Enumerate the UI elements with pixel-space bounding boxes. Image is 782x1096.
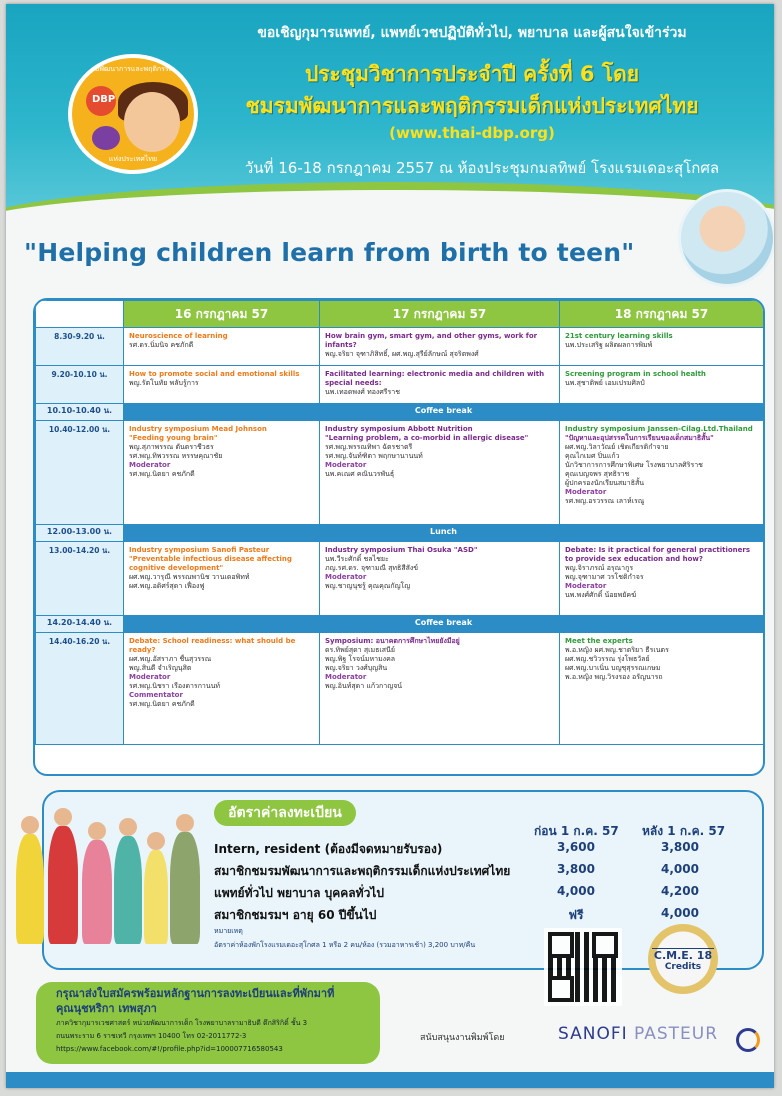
session-cell [320, 366, 560, 404]
session-cell [560, 542, 764, 616]
speaker: พญ.จริยา วงศ์บุญสิน [325, 664, 388, 672]
col-before-header: ก่อน 1 ก.ค. 57 [534, 824, 619, 838]
child-head [119, 818, 137, 836]
moderator: รศ.พญ.นิชรา เรืองดารกานนท์ [129, 682, 221, 690]
speaker: พ.อ.หญิง พญ.วิรงรอง อรัญนารถ [565, 673, 663, 681]
day-header: 18 กรกฎาคม 57 [560, 301, 764, 328]
fee-after: 4,000 [661, 906, 699, 920]
children-photo [14, 806, 204, 944]
session-title: Facilitated learning: electronic media and children with special needs: [325, 370, 545, 387]
qr-corner [548, 976, 574, 1002]
schedule-row [36, 366, 764, 404]
child-head [176, 814, 194, 832]
day-header: 17 กรกฎาคม 57 [320, 301, 560, 328]
speaker: นพ.วีระศักดิ์ ชลไชยะ [325, 555, 389, 563]
schedule-table [33, 298, 765, 776]
session-title: Industry symposium Thai Osuka "ASD" [325, 546, 478, 554]
child-head [147, 832, 165, 850]
qr-code-icon[interactable] [544, 928, 622, 1006]
event-title-line2: ชมรมพัฒนาการและพฤติกรรมเด็กแห่งประเทศไทย [245, 94, 699, 118]
break-label: Coffee break [124, 404, 764, 421]
session-cell [560, 366, 764, 404]
speaker: ผศ.พญ.วารุณี พรรณพานิช วานเดอพิทท์ [129, 573, 250, 581]
session-title: How brain gym, smart gym, and other gyms, work for infants? [325, 332, 538, 349]
session-title: 21st century learning skills [565, 332, 673, 340]
child-face-icon [124, 92, 180, 152]
moderator-label: Moderator [565, 582, 607, 590]
time-cell: 12.00-13.00 น. [36, 525, 124, 542]
fee-before: ฟรี [568, 908, 584, 922]
speaker: รศ.ดร.นิ่มนิจ คชภักดี [129, 341, 194, 349]
col-after-header: หลัง 1 ก.ค. 57 [642, 824, 726, 838]
session-title: Neuroscience of learning [129, 332, 228, 340]
contact-person: คุณนุชหริกา เทพสุภา [56, 1002, 157, 1015]
schedule-row [36, 328, 764, 366]
commentator: รศ.พญ.นิตยา คชภักดี [129, 700, 195, 708]
speaker: พญ.รัตโนทัย พลับรู้การ [129, 379, 199, 387]
time-cell: 10.10-10.40 น. [36, 404, 124, 421]
moderator: รศ.พญ.อรวรรณ เลาห์เรณู [565, 497, 645, 505]
fee-label: Intern, resident (ต้องมีจดหมายรับรอง) [214, 842, 443, 856]
fee-label: สมาชิกชมรมพัฒนาการและพฤติกรรมเด็กแห่งประเทศไทย [214, 864, 511, 878]
fees-title: อัตราค่าลงทะเบียน [214, 800, 356, 826]
fee-before: 3,800 [557, 862, 595, 876]
speaker: รศ.พญ.ทิพวรรณ หรรษคุณาชัย [129, 452, 223, 460]
brand-sub: PASTEUR [634, 1024, 719, 1044]
contact-address: ถนนพระราม 6 ราชเทวี กรุงเทพฯ 10400 โทร 02-2011772-3 [56, 1032, 247, 1040]
speaker: ผศ.พญ.อดิศร์สุดา เฟื่องฟู [129, 582, 205, 590]
time-cell: 9.20-10.10 น. [36, 366, 124, 404]
session-title: How to promote social and emotional skills [129, 370, 300, 378]
session-subtitle: "Learning problem, a co-morbid in allergic disease" [325, 434, 529, 442]
invitation-text: ขอเชิญกุมารแพทย์, แพทย์เวชปฏิบัติทั่วไป, พยาบาล และผู้สนใจเข้าร่วม [257, 25, 687, 41]
fee-before: 3,600 [557, 840, 595, 854]
speaker: ผศ.พญ.บาเนิ่น บญชุสุรรณเกษม [565, 664, 661, 672]
sponsor-label: สนับสนุนงานพิมพ์โดย [420, 1033, 505, 1043]
event-title-line1: ประชุมวิชาการประจำปี ครั้งที่ 6 โดย [304, 62, 640, 86]
qr-corner [592, 932, 618, 958]
hand-icon [92, 126, 120, 150]
speaker: ผู้ปกครองนักเรียนสมาธิสั้น [565, 479, 645, 487]
child-figure [48, 826, 78, 944]
child-head [54, 808, 72, 826]
session-cell [560, 328, 764, 366]
moderator: พญ.อินท์สุดา แก้วกาญจน์ [325, 682, 403, 690]
note-label: หมายเหตุ [214, 927, 243, 935]
qr-corner [548, 932, 574, 958]
fee-after: 4,000 [661, 862, 699, 876]
speaker: พ.อ.หญิง ผศ.พญ.ชาตริยา ธีรเนตร [565, 646, 669, 654]
note-text: อัตราค่าห้องพักโรงแรมเดอะสุโกศล 1 หรือ 2 คน/ห้อง (รวมอาหารเช้า) 3,200 บาท/คืน [214, 941, 476, 949]
speaker: พญ.สินดี จำเริญนุสิต [129, 664, 192, 672]
time-cell: 14.20-14.40 น. [36, 616, 124, 633]
break-row [36, 616, 764, 633]
date-venue: วันที่ 16-18 กรกฎาคม 2557 ณ ห้องประชุมกมลทิพย์ โรงแรมเดอะสุโกศล [244, 159, 720, 177]
moderator: นพ.คเณศ คณินวรพันธุ์ [325, 470, 395, 478]
session-title: Debate: School readiness: what should be ready? [129, 637, 296, 654]
dbp-logo [68, 54, 198, 174]
schedule-row [36, 542, 764, 616]
break-row [36, 404, 764, 421]
session-cell [124, 542, 320, 616]
child-head [21, 816, 39, 834]
poster [6, 4, 774, 1088]
session-title: Screening program in school health [565, 370, 706, 378]
speaker: นพ.เทอดพงศ์ ทองศรีราช [325, 388, 400, 396]
child-figure [114, 836, 142, 944]
child-head [88, 822, 106, 840]
speaker: นักวิชาการการศึกษาพิเศษ โรงพยาบาลศิริราช [565, 461, 703, 469]
speaker: นพ.สุชาติพย์ เอมเปรมศิลป์ [565, 379, 645, 387]
break-label: Coffee break [124, 616, 764, 633]
child-figure [144, 850, 168, 944]
child-figure [170, 832, 200, 944]
moderator-label: Moderator [325, 461, 367, 469]
session-cell [320, 421, 560, 525]
session-subtitle: "Feeding young brain" [129, 434, 218, 442]
facebook-link[interactable]: https://www.facebook.com/#!/profile.php?id=100007716580543 [56, 1045, 283, 1053]
speaker: ผศ.พญ.วิลาวัณย์ เชิดเกียรติกำจาย [565, 443, 669, 451]
moderator: รศ.พญ.นิตยา คชภักดี [129, 470, 195, 478]
session-title: Symposium: อนาคตการศึกษาไทยยังมีอยู่ [325, 637, 460, 645]
speaker: ผศ.พญ.อัสราภา ชื่นสุวรรณ [129, 655, 212, 663]
time-cell: 13.00-14.20 น. [36, 542, 124, 616]
moderator-label: Moderator [325, 573, 367, 581]
speaker: คุณไกเมศ ปิ่นแก้ว [565, 452, 620, 460]
session-subtitle: "ปัญหาและอุปสรรคในการเรียนของเด็กสมาธิสั้น" [565, 434, 714, 442]
sanofi-logo [558, 1024, 718, 1044]
time-cell: 8.30-9.20 น. [36, 328, 124, 366]
moderator-label: Moderator [129, 461, 171, 469]
speaker: พญ.จุฑามาศ วรโชติกำจร [565, 573, 644, 581]
schedule-row [36, 633, 764, 745]
session-subtitle: "Preventable infectious disease affecting cognitive development" [129, 555, 292, 572]
session-title: Industry symposium Janssen-Cilag.Ltd.Thailand [565, 425, 753, 433]
sanofi-mark-icon [736, 1028, 760, 1052]
session-cell [320, 328, 560, 366]
break-row [36, 525, 764, 542]
speaker: พญ.พิฐ โรจน์มหามงคล [325, 655, 396, 663]
moderator-label: Moderator [565, 488, 607, 496]
schedule-row [36, 421, 764, 525]
session-title: Industry symposium Mead Johnson [129, 425, 267, 433]
moderator-label: Moderator [325, 673, 367, 681]
session-title: Debate: Is it practical for general practitioners to provide sex education and how? [565, 546, 751, 563]
speaker: คุณเบญจพร สุทธิราช [565, 470, 630, 478]
session-title: Industry symposium Abbott Nutrition [325, 425, 473, 433]
speaker: รศ.พญ.จันท์ฑิตา พฤกษานานนท์ [325, 452, 423, 460]
speaker: พญ.สุภาพรรณ ตันตราชีวธร [129, 443, 214, 451]
logo-mark: DBP [92, 94, 116, 105]
session-cell [560, 421, 764, 525]
schedule-header-row [36, 301, 764, 328]
moderator-label: Moderator [129, 673, 171, 681]
break-label: Lunch [124, 525, 764, 542]
fee-label: สมาชิกชมรมฯ อายุ 60 ปีขึ้นไป [214, 908, 377, 922]
brand-main: SANOFI [558, 1024, 628, 1044]
cme-credits-label: Credits [664, 962, 702, 972]
speaker: พญ.จริยา จุฑาภิสิทธิ์, ผศ.พญ.สุรีย์ลักษณ์ สุจริตพงศ์ [325, 350, 479, 358]
cme-credits: C.M.E. 18 [653, 949, 713, 962]
moderator: พญ.ชาญนุชรู้ คุณคุณกัญโญ [325, 582, 411, 590]
child-figure [16, 834, 44, 944]
logo-ring-top: ชมรมพัฒนาการและพฤติกรรมเด็ก [81, 65, 185, 73]
contact-address: ภาควิชากุมารเวชศาสตร์ หน่วยพัฒนาการเด็ก โรงพยาบาลรามาธิบดี ตึกสิริกิติ์ ชั้น 3 [56, 1019, 308, 1027]
baby-photo [678, 189, 774, 287]
child-figure [82, 840, 112, 944]
corner-cell [36, 301, 124, 328]
time-cell: 14.40-16.20 น. [36, 633, 124, 745]
moderator: นพ.พงศ์ศักดิ์ น้อยพยัคฆ์ [565, 591, 637, 599]
slogan: "Helping children learn from birth to teen" [24, 238, 635, 267]
commentator-label: Commentator [129, 691, 183, 699]
session-cell [124, 421, 320, 525]
session-cell [560, 633, 764, 745]
session-title: Meet the experts [565, 637, 633, 645]
day-header: 16 กรกฎาคม 57 [124, 301, 320, 328]
fee-after: 3,800 [661, 840, 699, 854]
session-cell [320, 633, 560, 745]
speaker: ภญ.รศ.ดร. จุฑามณี สุทธิสีสังข์ [325, 564, 419, 572]
session-cell [124, 633, 320, 745]
session-title: Industry symposium Sanofi Pasteur [129, 546, 270, 554]
fee-after: 4,200 [661, 884, 699, 898]
website-link[interactable]: (www.thai-dbp.org) [389, 124, 555, 142]
session-cell [124, 328, 320, 366]
bottom-bar [6, 1072, 774, 1088]
speaker: นพ.ประเสริฐ ผลิตผลการพิมพ์ [565, 341, 653, 349]
fee-label: แพทย์ทั่วไป พยาบาล บุคคลทั่วไป [214, 886, 384, 900]
session-cell [320, 542, 560, 616]
speaker: ดร.ทิพย์สุดา สุเมธเสนีย์ [325, 646, 395, 654]
contact-instruction: กรุณาส่งใบสมัครพร้อมหลักฐานการลงทะเบียนและที่พักมาที่ [56, 987, 335, 1000]
speaker: รศ.พญ.พรรณทิพา ฉัตรชาตรี [325, 443, 413, 451]
cme-badge [648, 924, 718, 994]
fee-before: 4,000 [557, 884, 595, 898]
session-cell [124, 366, 320, 404]
speaker: ผศ.พญ.ชวิวรรณ รุ่งโพธวัลย์ [565, 655, 650, 663]
speaker: พญ.จิราภรณ์ อรุณากูร [565, 564, 634, 572]
logo-ring-bottom: แห่งประเทศไทย [108, 155, 158, 163]
time-cell: 10.40-12.00 น. [36, 421, 124, 525]
